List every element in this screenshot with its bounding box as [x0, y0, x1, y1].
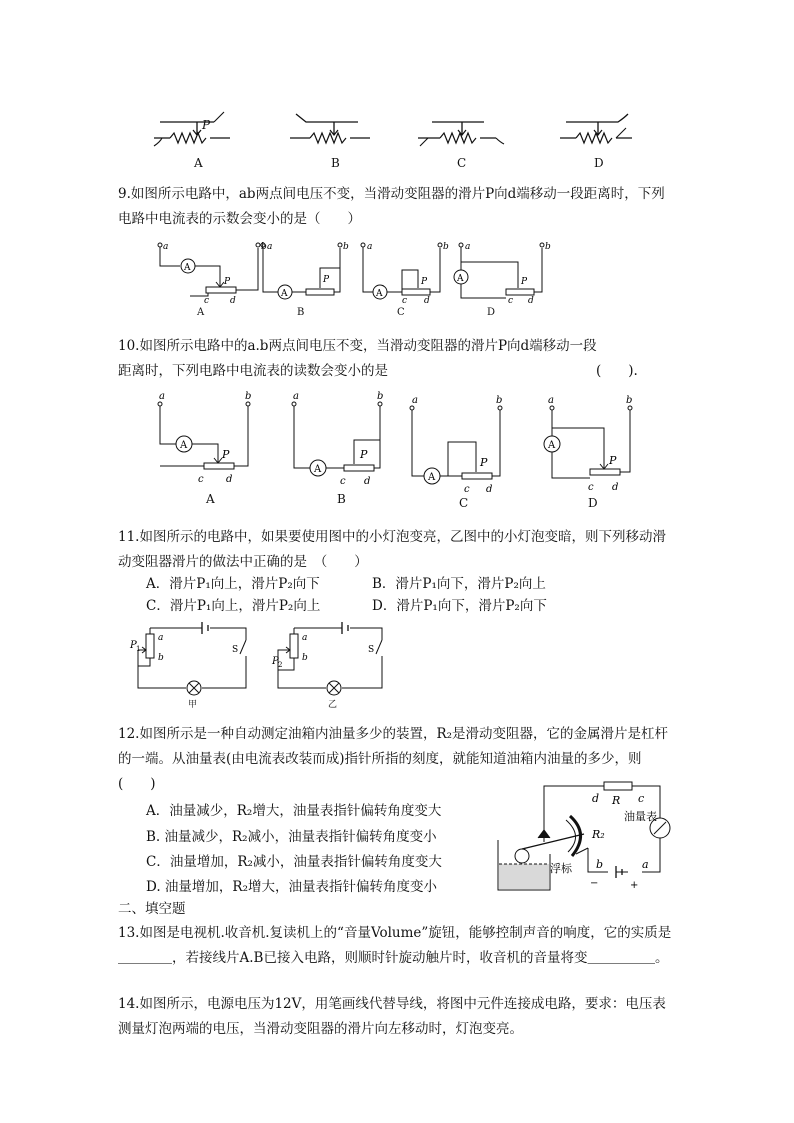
q9-circuits	[148, 240, 568, 320]
q12-option-c: C．油量增加，R₂减小，油量表指针偏转角度变大	[146, 854, 442, 870]
svg-text:b: b	[302, 653, 308, 663]
svg-text:b: b	[377, 391, 384, 402]
q11-label-yi: 乙	[328, 700, 338, 710]
svg-text:S: S	[232, 645, 239, 655]
svg-text:d: d	[226, 474, 233, 485]
fig8-diagram-b	[290, 108, 380, 158]
svg-text:c: c	[198, 474, 204, 485]
q11-circuit-jia	[130, 620, 270, 700]
svg-text:d: d	[486, 484, 493, 495]
q10-answer-paren: ( ).	[596, 363, 638, 379]
svg-text:a: a	[159, 391, 165, 402]
q12-option-b: B. 油量减少，R₂减小，油量表指针偏转角度变小	[146, 829, 437, 845]
svg-text:P: P	[323, 275, 330, 285]
svg-text:−: −	[590, 878, 599, 889]
svg-text:c: c	[508, 296, 514, 306]
fig8-diagram-d	[556, 108, 646, 158]
q10-circuit-b	[292, 391, 383, 487]
svg-text:A: A	[281, 289, 288, 299]
fig8-label-b: B	[331, 156, 340, 170]
svg-text:a: a	[293, 391, 299, 402]
q9-circuit-b	[261, 242, 349, 299]
svg-text:d: d	[230, 296, 236, 306]
q11-label-jia: 甲	[188, 700, 198, 710]
q11-option-c: C．滑片P₁向上，滑片P₂向上	[146, 598, 321, 614]
svg-text:A: A	[428, 472, 436, 483]
q10-label-b: B	[337, 492, 346, 506]
svg-text:P: P	[130, 640, 137, 651]
svg-text:c: c	[402, 296, 408, 306]
svg-text:c: c	[638, 792, 645, 805]
q11-option-a: A．滑片P₁向上，滑片P₂向下	[146, 576, 320, 592]
q9-label-a: A	[197, 307, 205, 318]
q9-label-b: B	[297, 307, 305, 318]
svg-text:c: c	[464, 484, 470, 495]
q11-text: 11.如图所示的电路中，如果要使用图中的小灯泡变亮，乙图中的小灯泡变暗，则下列移动滑动变阻器滑片的做法中正确的是 （ ）	[118, 529, 666, 570]
svg-text:A: A	[314, 464, 322, 475]
fig8-slider-label: P	[202, 118, 211, 132]
svg-text:c: c	[588, 482, 594, 493]
svg-text:c: c	[340, 476, 346, 487]
svg-text:+: +	[630, 880, 639, 891]
svg-text:P: P	[609, 454, 617, 467]
fig8-diagram-a	[152, 108, 242, 158]
svg-text:P: P	[224, 277, 231, 287]
svg-text:b: b	[158, 653, 164, 663]
svg-text:d: d	[528, 296, 534, 306]
q9-circuit-c	[361, 242, 449, 306]
q10-circuit-a	[158, 391, 251, 485]
svg-text:A: A	[548, 440, 556, 451]
svg-text:a: a	[548, 395, 554, 406]
svg-text:b: b	[596, 858, 604, 871]
svg-text:A: A	[180, 440, 188, 451]
svg-text:A: A	[184, 263, 191, 273]
svg-text:P: P	[222, 448, 230, 461]
svg-text:d: d	[364, 476, 371, 487]
fig8-label-d: D	[594, 156, 604, 170]
svg-text:S: S	[368, 645, 375, 655]
q10-label-c: C	[459, 496, 469, 510]
q10-circuit-c	[410, 395, 502, 495]
fig8-label-c: C	[457, 156, 467, 170]
q12-meter-label: 油量表	[624, 810, 657, 823]
q9-label-c: C	[397, 307, 405, 318]
svg-text:a: a	[367, 242, 373, 252]
fig8-diagram-c	[418, 108, 508, 158]
svg-text:b: b	[545, 242, 551, 252]
svg-text:a: a	[302, 633, 308, 643]
svg-text:c: c	[204, 296, 210, 306]
q9-label-d: D	[487, 307, 496, 318]
svg-text:b: b	[626, 395, 633, 406]
q13-text: 13.如图是电视机.收音机.复读机上的“音量Volume”旋钮，能够控制声音的响度，它的实质是＿＿＿＿，若接线片A.B已接入电路，则顺时针旋动触片时，收音机的音量将变＿＿＿＿＿。	[118, 925, 672, 966]
q12-option-d: D. 油量增加，R₂增大，油量表指针偏转角度变小	[146, 879, 438, 895]
section-fill-blank-heading: 二、填空题	[118, 901, 186, 917]
svg-text:d: d	[592, 792, 600, 805]
svg-text:b: b	[245, 391, 252, 402]
q10-circuit-d	[544, 395, 632, 493]
q14-text: 14.如图所示，电源电压为12V，用笔画线代替导线，将图中元件连接成电路，要求：电压表测量灯泡两端的电压，当滑动变阻器的滑片向左移动时，灯泡变亮。	[118, 996, 666, 1037]
q9-circuit-d	[454, 242, 551, 306]
svg-text:a: a	[412, 395, 418, 406]
svg-text:b: b	[261, 242, 267, 252]
svg-text:P: P	[421, 277, 428, 287]
q12-oil-gauge-diagram	[492, 776, 682, 896]
svg-text:a: a	[465, 242, 471, 252]
svg-text:b: b	[496, 395, 503, 406]
svg-text:a: a	[267, 242, 273, 252]
q11-circuit-yi	[270, 620, 410, 700]
svg-text:A: A	[457, 274, 464, 284]
q12-float-label: 浮标	[550, 862, 572, 875]
q10-circuits	[150, 392, 650, 502]
svg-text:b: b	[343, 242, 349, 252]
q9-circuit-a	[158, 242, 267, 306]
q10-label-d: D	[588, 496, 598, 510]
q12-option-a: A．油量减少，R₂增大，油量表指针偏转角度变大	[146, 803, 442, 819]
fig8-label-a: A	[194, 156, 203, 170]
svg-text:a: a	[163, 242, 169, 252]
svg-text:b: b	[443, 242, 449, 252]
q9-text: 9.如图所示电路中，ab两点间电压不变，当滑动变阻器的滑片P向d端移动一段距离时，下列电路中电流表的示数会变小的是（ ）	[118, 186, 665, 227]
svg-text:a: a	[642, 858, 649, 871]
q10-text: 10.如图所示电路中的a.b两点间电压不变，当滑动变阻器的滑片P向d端移动一段距离时，下列电路中电流表的读数会变小的是	[118, 338, 597, 379]
svg-text:d: d	[612, 482, 619, 493]
svg-text:R: R	[612, 794, 621, 807]
svg-text:P: P	[521, 277, 528, 287]
svg-text:1: 1	[136, 645, 141, 653]
q10-label-a: A	[206, 492, 215, 506]
svg-text:P: P	[480, 456, 488, 469]
q11-option-d: D．滑片P₁向下，滑片P₂向下	[372, 598, 547, 614]
q12-text: 12.如图所示是一种自动测定油箱内油量多少的装置，R₂是滑动变阻器，它的金属滑片是杠杆的一端。从油量表(由电流表改装而成)指针所指的刻度，就能知道油箱内油量的多少，则( )	[118, 726, 669, 792]
svg-text:d: d	[424, 296, 430, 306]
svg-text:A: A	[376, 289, 383, 299]
svg-text:P: P	[360, 448, 368, 461]
svg-text:a: a	[158, 633, 164, 643]
q12-r2-label: R₂	[592, 828, 605, 841]
svg-text:2: 2	[278, 661, 283, 669]
svg-text:P: P	[272, 656, 279, 667]
q11-option-b: B．滑片P₁向下，滑片P₂向上	[372, 576, 546, 592]
